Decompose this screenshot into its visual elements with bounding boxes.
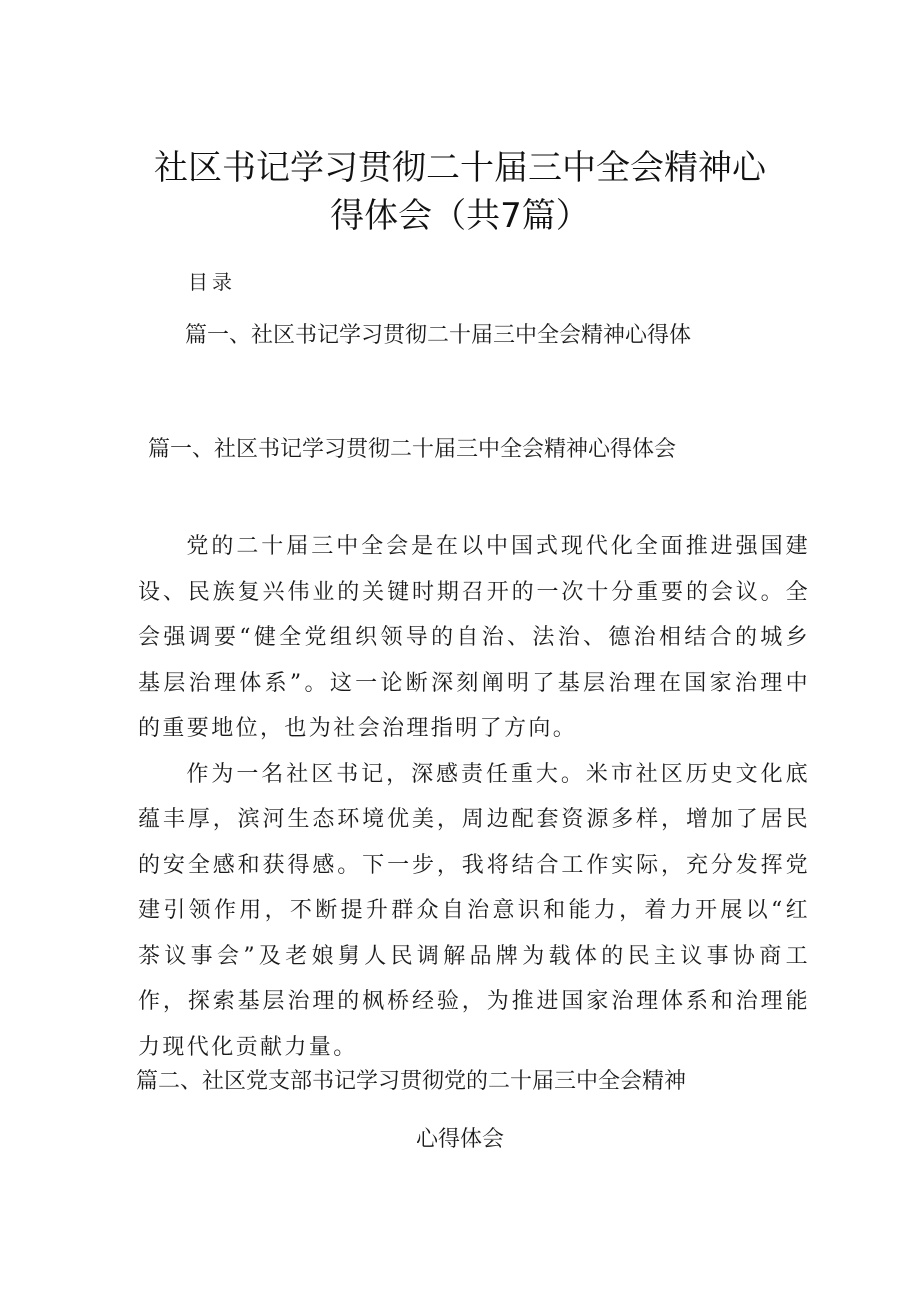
toc-item[interactable]: 篇一、社区书记学习贯彻二十届三中全会精神心得体 xyxy=(185,323,692,348)
section-2-heading-line-2: 心得体会 xyxy=(415,1127,504,1152)
paragraph: 作为一名社区书记，深感责任重大。米市社区历史文化底蕴丰厚，滨河生态环境优美，周边配套资源多样，增加了居民的安全感和获得感。下一步，我将结合工作实际，充分发挥党建引领作用，不断提升群众自治意识和能力，着力开展以“红茶议事会”及老娘舅人民调解品牌为载体的民主议事协商工作，探索基层治理的枫桥经验，为推进国家治理体系和治理能力现代化贡献力量。 xyxy=(138,761,810,1060)
section-1-body xyxy=(138,524,810,1070)
document-title-line-2: 得体会（共7篇） xyxy=(330,196,590,236)
document-title-line-1: 社区书记学习贯彻二十届三中全会精神心 xyxy=(154,148,766,188)
toc-label: 目录 xyxy=(188,270,236,294)
paragraph: 党的二十届三中全会是在以中国式现代化全面推进强国建设、民族复兴伟业的关键时期召开的一次十分重要的会议。全会强调要“健全党组织领导的自治、法治、德治相结合的城乡基层治理体系”。这一论断深刻阐明了基层治理在国家治理中的重要地位，也为社会治理指明了方向。 xyxy=(138,534,810,741)
section-1-heading: 篇一、社区书记学习贯彻二十届三中全会精神心得体会 xyxy=(148,437,677,462)
section-2-heading-line-1: 篇二、社区党支部书记学习贯彻党的二十届三中全会精神 xyxy=(136,1069,687,1094)
